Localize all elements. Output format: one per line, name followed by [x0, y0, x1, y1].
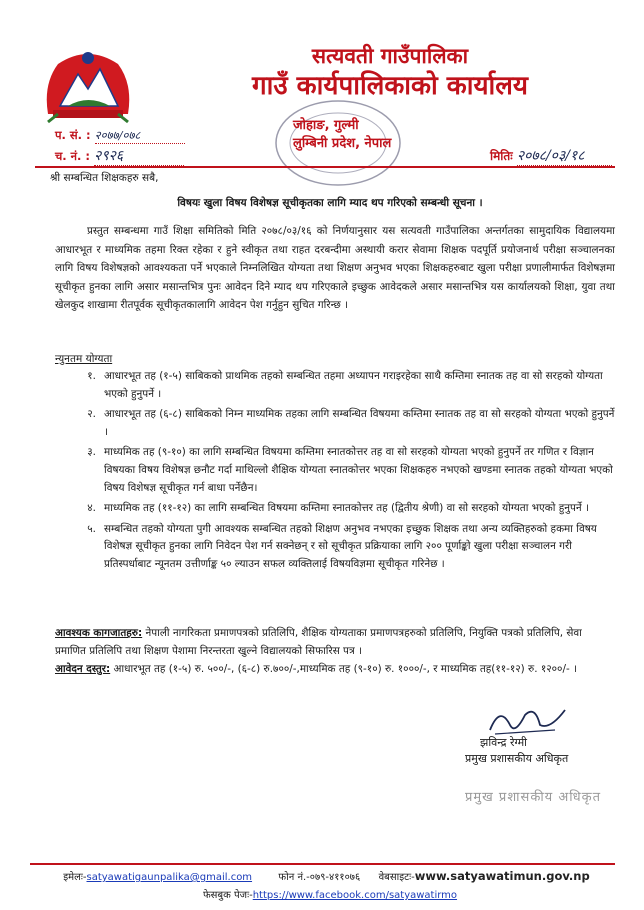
list-item: ४. माध्यमिक तह (११-१२) का लागि सम्बन्धित विषयमा कम्तिमा स्नातकोत्तर तह (द्वितीय श्रेणी) वा सो सरहको योग्यता भएको हुनुपर्ने । — [87, 502, 589, 515]
email-label: इमेलः- — [63, 872, 87, 883]
qualifications-list — [58, 368, 618, 577]
dispatch-number — [55, 146, 184, 166]
subject-line: विषयः खुला विषय विशेषज्ञ सूचीकृतका लागि म्याद थप गरिएको सम्बन्धी सूचना । — [177, 197, 483, 209]
facebook-link[interactable]: https://www.facebook.com/satyawatirmo — [252, 890, 458, 901]
recipient: श्री सम्बन्धित शिक्षकहरु सबै, — [50, 172, 159, 184]
documents-text: नेपाली नागरिकता प्रमाणपत्रको प्रतिलिपि, शैक्षिक योग्यताका प्रमाणपत्रहरुको प्रतिलिपि, नियुक्ति पत्रको प्रतिलिपि, सेवा प्रमाणित प्रतिलिपि तथा शिक्षण पेशामा निरन्तरता खुल्ने विद्यालयको सिफारिस पत्र । — [55, 627, 582, 657]
office-name-line1: सत्यवती गाउँपालिका — [311, 44, 469, 68]
phone-number: ०७९-४११०७६ — [309, 872, 361, 883]
footer-divider — [30, 863, 615, 865]
email-link[interactable]: satyawatigaunpalika@gmail.com — [86, 872, 253, 883]
date-value: २०७८/०३/१८ — [517, 146, 612, 166]
fee-label: आवेदन दस्तुर: — [55, 663, 111, 675]
body-paragraph — [55, 222, 615, 315]
phone-label: फोन नं.- — [278, 872, 310, 883]
footer-contacts — [40, 869, 620, 883]
date-field — [490, 146, 612, 166]
office-name-line2: गाउँ कार्यपालिकाको कार्यालय — [252, 71, 528, 101]
ps-label: प. सं. : — [55, 128, 91, 142]
facebook-label: फेसबुक पेजः- — [202, 890, 253, 901]
website-label: वेबसाइटः- — [378, 872, 415, 883]
qualifications-heading: न्युनतम योग्यता — [55, 353, 113, 365]
date-label: मितिः — [490, 149, 513, 163]
ref-number — [55, 128, 185, 144]
required-documents — [55, 624, 615, 660]
signature-icon — [480, 700, 570, 740]
list-item: १. आधारभूत तह (१-५) साबिकको प्राथमिक तहको सम्बन्धित तहमा अध्यापन गराइरहेका साथै कम्तिमा स्नातक तह वा सो सरहको योग्यता भएको हुनुपर्ने । — [87, 370, 603, 400]
list-item: ३. माध्यमिक तह (९-१०) का लागि सम्बन्धित विषयमा कम्तिमा स्नातकोत्तर तह वा सो सरहको योग्यता भएको हुनुपर्ने तर गणित र विज्ञान विषयका विषय विशेषज्ञ छनौट गर्दा माथिल्लो शैक्षिक योग्यता स्नातकोत्तर भएका शिक्षकहरु नभएको खण्डमा स्नातक तहको योग्यता भएको विषय विशेषज्ञ सूचीकृत गर्न बाधा पर्नेछैन। — [87, 446, 613, 494]
body-text: प्रस्तुत सम्बन्धमा गाउँ शिक्षा समितिको मिति २०७८/०३/१६ को निर्णयानुसार यस सत्यवती गाउँपालिका अन्तर्गतका सामुदायिक विद्यालयमा आधारभूत र माध्यमिक तहमा रिक्त रहेका र हुने स्वीकृत तथा राहत दरबन्दीमा अस्थायी करार सेवामा शिक्षक पदपूर्ति प्रयोजनार्थ परीक्षा सञ्चालनका लागि विषय विशेषज्ञको आवश्यकता पर्ने भएकाले निम्नलिखित योग्यता तथा शिक्षण अनुभव भएका शिक्षकहरुबाट खुला परीक्षा प्रणालीमार्फत विशेषज्ञमा सूचीकृत हुनका लागि असार मसान्तभित्र पुनः आवेदन दिने म्याद थप गरिएकाले इच्छुक आवेदकले असार मसान्तभित्र यस कार्यालयको शिक्षा, युवा तथा खेलकुद शाखामा रीतपूर्वक सूचीकृतकालागि आवेदन पेश गर्नुहुन सुचित गरिन्छ । — [55, 225, 615, 311]
fee-text: आधारभूत तह (१-५) रु. ५००/-, (६-८) रु.७००/-,माध्यमिक तह (९-१०) रु. १०००/-, र माध्यमिक तह(११-१२) रु. १२००/- । — [113, 663, 577, 675]
signatory-name: झविन्द्र रेग्मी — [480, 736, 528, 749]
website-link[interactable]: www.satyawatimun.gov.np — [414, 869, 590, 883]
office-address: जोहाङ, गुल्मी लुम्बिनी प्रदेश, नेपाल — [293, 118, 392, 151]
nepal-emblem-icon — [38, 44, 138, 124]
documents-label: आवश्यक कागजातहरु: — [55, 627, 143, 639]
ps-value: २०७७/०७८ — [95, 128, 185, 144]
signatory-title: प्रमुख प्रशासकीय अधिकृत — [465, 752, 569, 765]
list-item: २. आधारभूत तह (६-८) साबिकको निम्न माध्यमिक तहका लागि सम्बन्धित विषयमा कम्तिमा स्नातक तह वा सो सरहको योग्यता भएको हुनुपर्ने । — [87, 408, 615, 438]
application-fee — [55, 660, 615, 678]
header-divider — [35, 166, 615, 168]
cn-label: च. नं. : — [55, 149, 91, 163]
faded-title-stamp: प्रमुख प्रशासकीय अधिकृत — [465, 790, 602, 805]
footer-facebook — [40, 887, 620, 901]
list-item: ५. सम्बन्धित तहको योग्यता पुगी आवश्यक सम्बन्धित तहको शिक्षण अनुभव नभएका इच्छुक शिक्षक तथा अन्य व्यक्तिहरुको हकमा विषय विशेषज्ञ सूचीकृत हुनका लागि निवेदन पेश गर्न सक्नेछन् र सो सूचीकृत प्रक्रियाका लागि २०० पूर्णाङ्को खुला परीक्षा सञ्चालन गरी प्रतिस्पर्धाबाट न्यूनतम उत्तीर्णाङ्क ५० ल्याउन सफल व्यक्तिलाई विषयविज्ञमा सूचीकृत गरिनेछ । — [87, 522, 597, 570]
cn-value: २९२६ — [94, 146, 184, 166]
